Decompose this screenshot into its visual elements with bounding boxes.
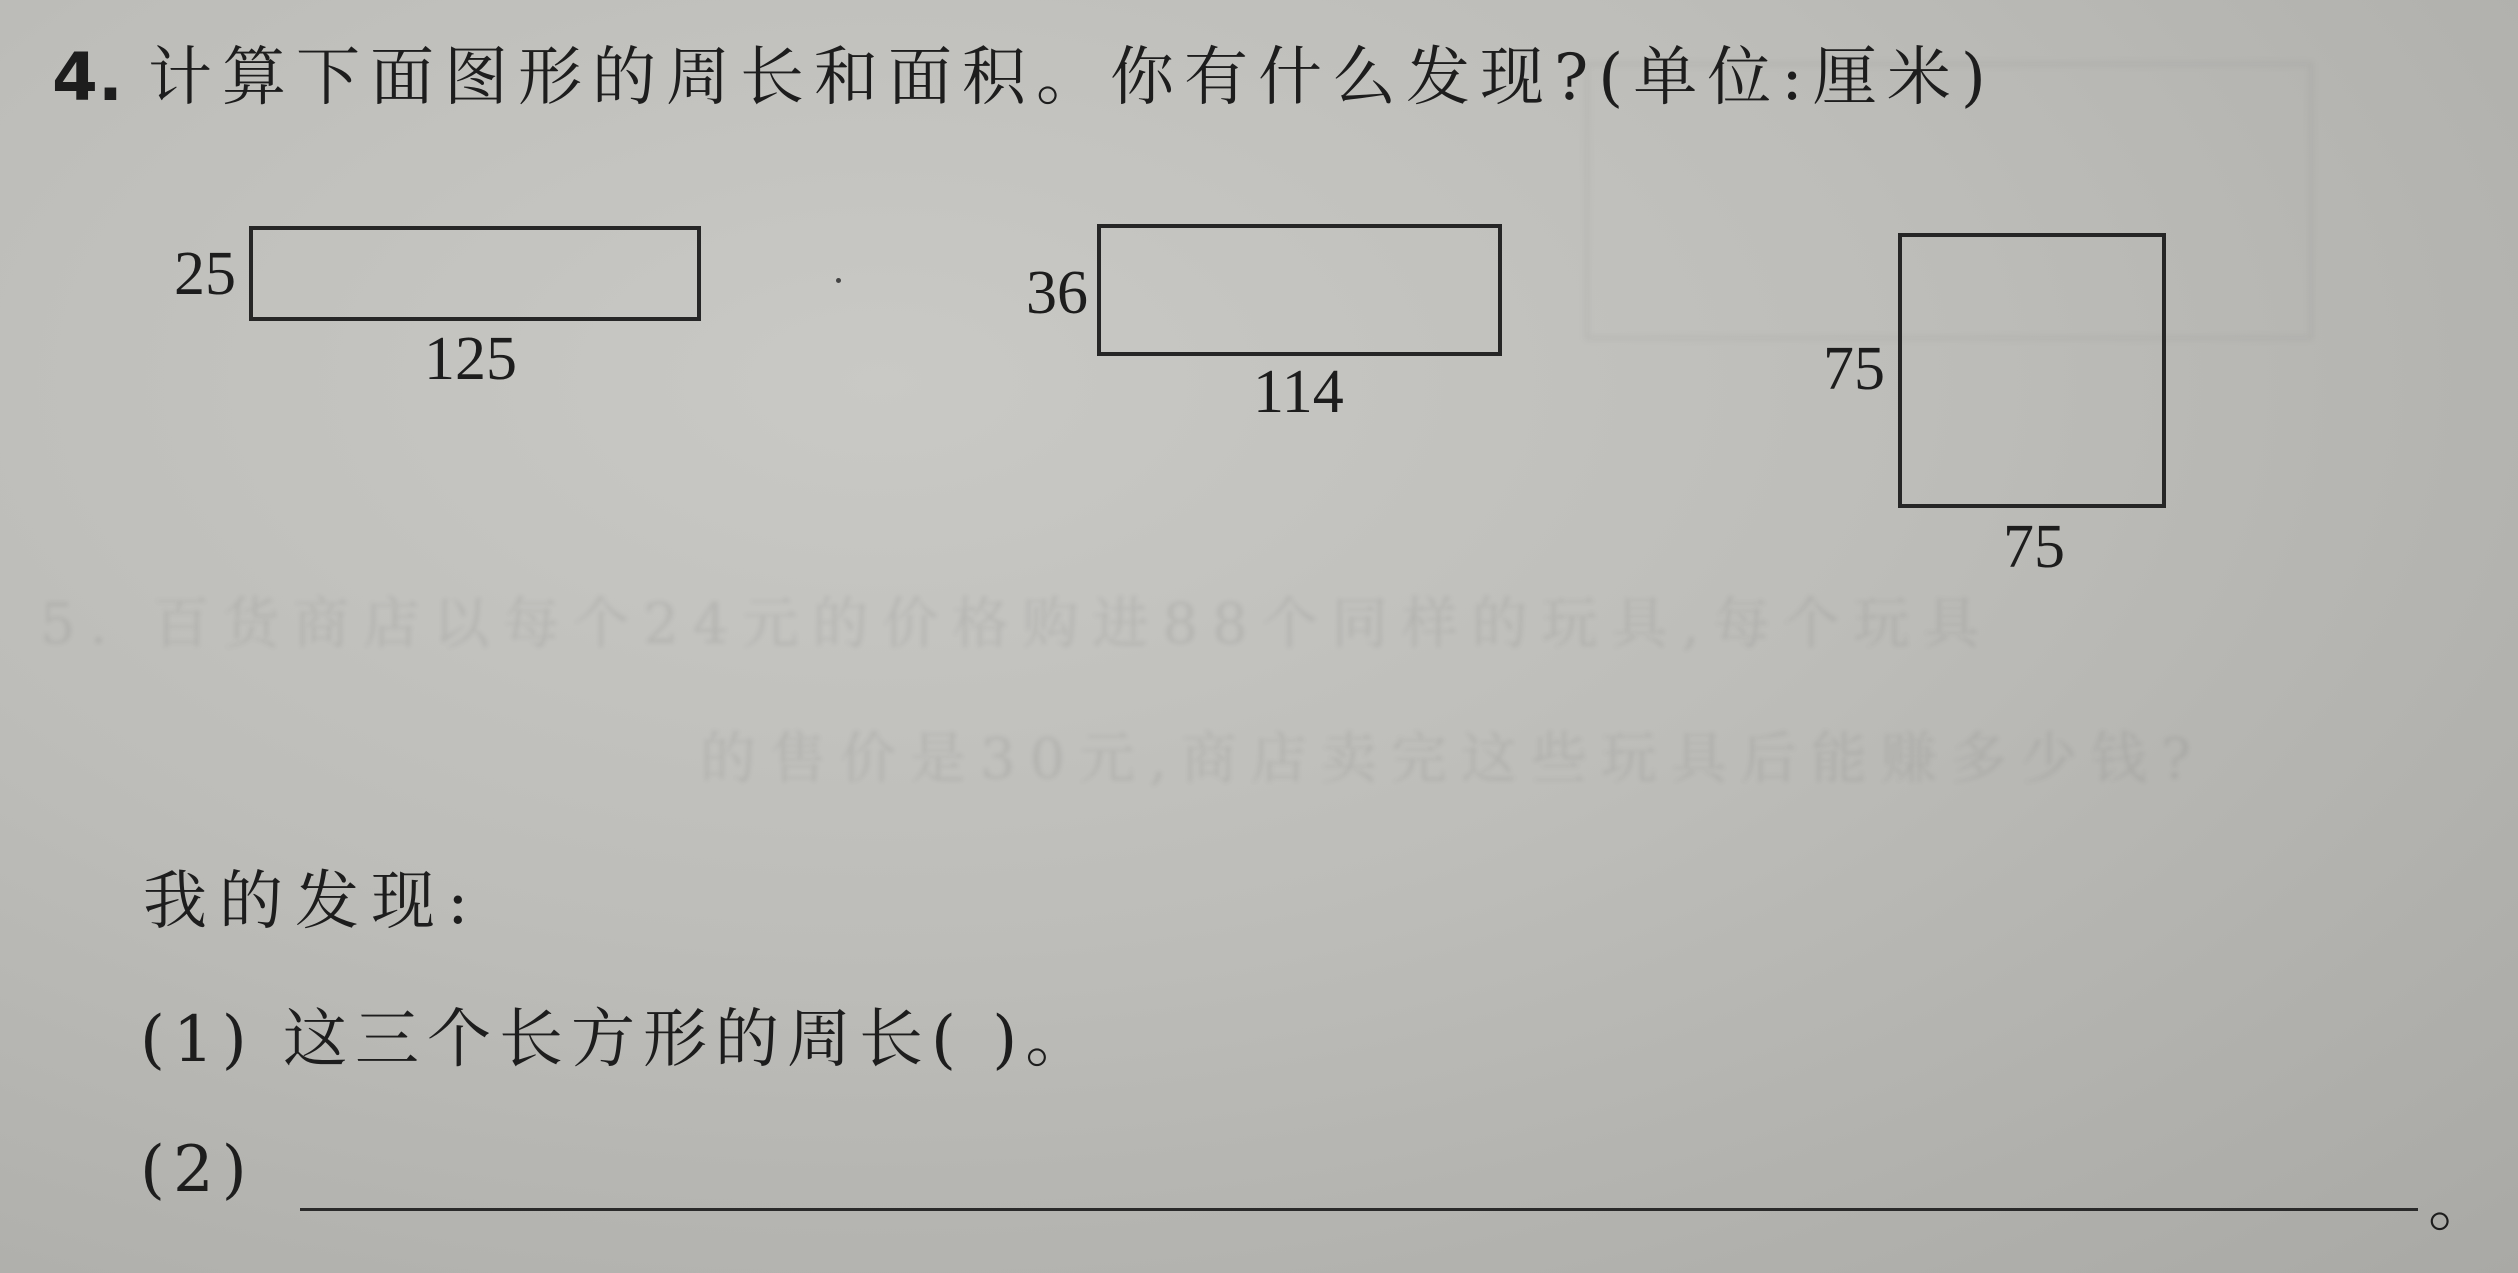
findings-label: 我的发现: — [143, 865, 481, 939]
finding-item-2-period: 。 — [2428, 1167, 2492, 1241]
bleed-through-text-line2: 的售价是30元,商店卖完这些玩具后能赚多少钱? — [700, 727, 2206, 792]
square-figure — [1898, 233, 2166, 508]
finding-item-1: (1) 这三个长方形的周长( )。 — [140, 1003, 1098, 1077]
rectangle-1 — [249, 226, 701, 321]
rectangle-1-width-label: 25 — [174, 240, 236, 308]
square-bottom-label: 75 — [2003, 513, 2065, 581]
rectangle-2-width-label: 36 — [1026, 259, 1088, 327]
question-number: 4. — [52, 39, 123, 116]
bleed-through-text-line1: 5. 百货商店以每个24元的价格购进88个同样的玩具,每个玩具 — [40, 592, 1994, 657]
finding-item-2-answer-line[interactable] — [300, 1208, 2418, 1211]
question-text: 计算下面图形的周长和面积。你有什么发现?(单位:厘米) — [148, 41, 1996, 115]
rectangle-2-length-label: 114 — [1253, 358, 1344, 426]
rectangle-2 — [1097, 224, 1502, 356]
stray-dot — [836, 278, 841, 283]
square-side-label: 75 — [1823, 335, 1885, 403]
finding-item-2-number: (2) — [140, 1133, 255, 1207]
rectangle-1-length-label: 125 — [424, 325, 517, 393]
